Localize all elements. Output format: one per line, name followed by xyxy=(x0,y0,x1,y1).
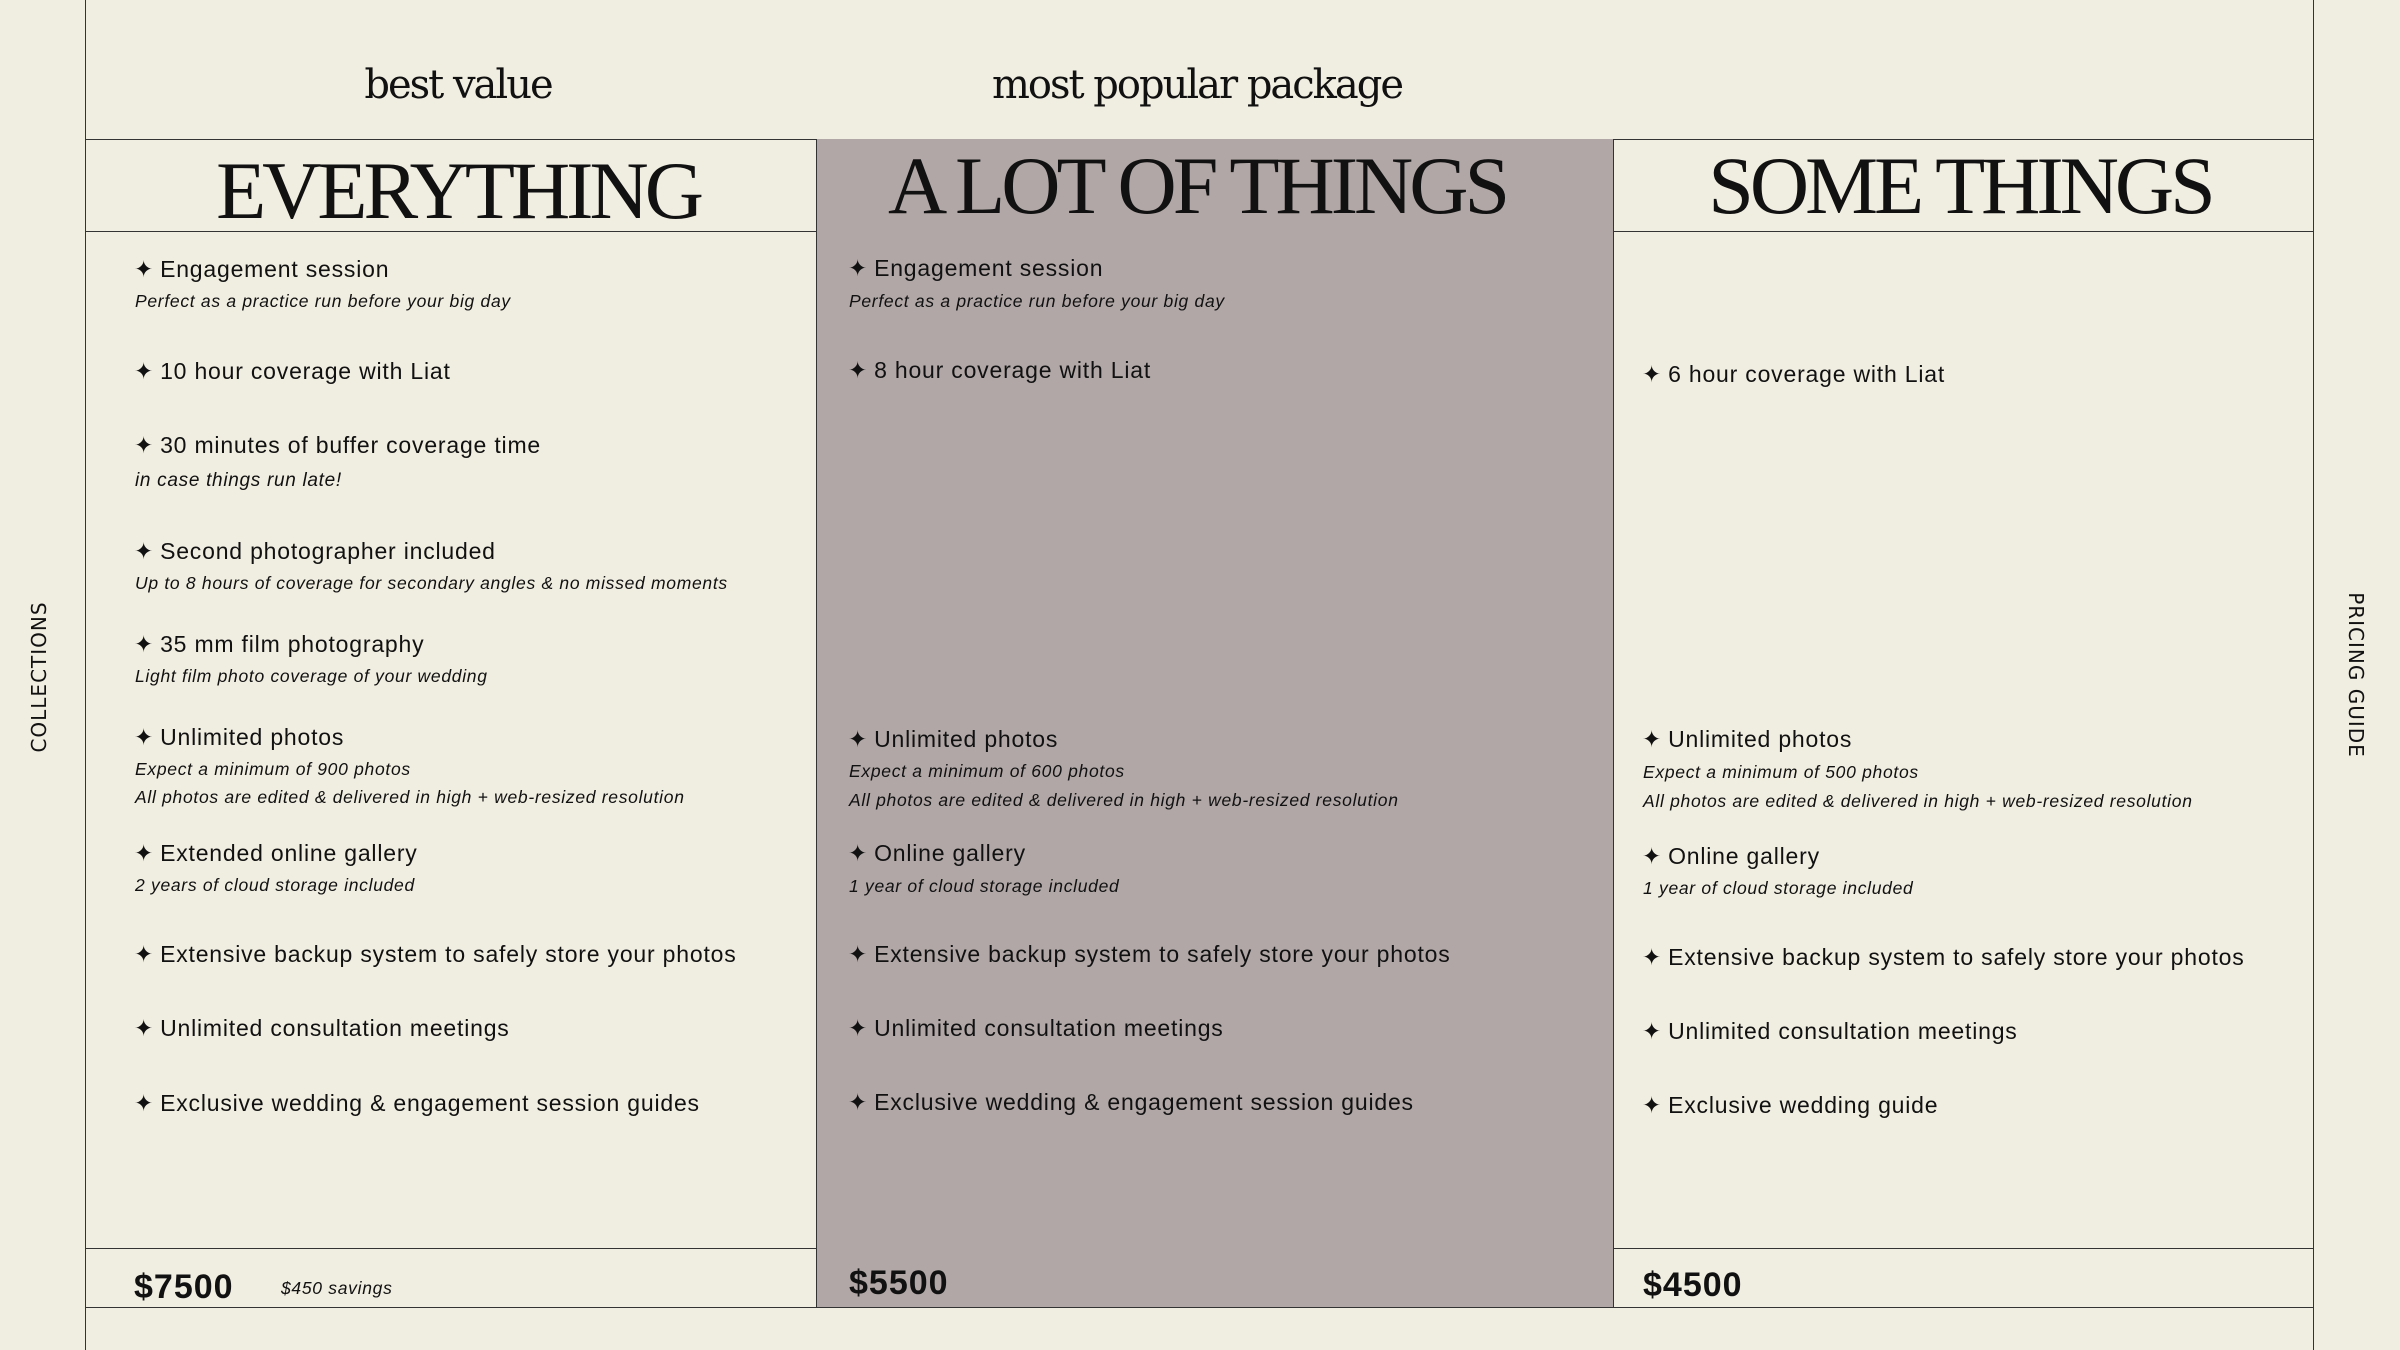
package-price: $7500 xyxy=(134,1268,234,1306)
feature-item xyxy=(134,256,389,283)
four-point-star-icon: ✦ xyxy=(134,725,155,751)
frame-right-line xyxy=(2313,0,2314,1350)
savings-note: $450 savings xyxy=(281,1278,393,1298)
tag-most-popular: most popular package xyxy=(991,62,1403,108)
feature-item xyxy=(848,255,1103,282)
four-point-star-icon: ✦ xyxy=(1642,1019,1663,1045)
package-price: $5500 xyxy=(849,1264,949,1302)
feature-title: Online gallery xyxy=(874,840,1026,866)
feature-title: Unlimited photos xyxy=(874,726,1059,752)
four-point-star-icon: ✦ xyxy=(134,257,155,283)
feature-note: Expect a minimum of 500 photos xyxy=(1643,762,1919,782)
four-point-star-icon: ✦ xyxy=(848,942,869,968)
feature-item xyxy=(848,1089,1414,1116)
tag-best-value: best value xyxy=(364,62,552,108)
feature-title: 10 hour coverage with Liat xyxy=(160,358,451,384)
feature-item xyxy=(1642,726,1852,753)
feature-title: Unlimited consultation meetings xyxy=(160,1015,510,1041)
four-point-star-icon: ✦ xyxy=(134,433,155,459)
feature-title: Engagement session xyxy=(874,255,1104,281)
feature-item xyxy=(134,724,344,751)
feature-note: Light film photo coverage of your wedding xyxy=(135,666,488,686)
column-divider-2 xyxy=(1613,139,1614,1307)
four-point-star-icon: ✦ xyxy=(134,841,155,867)
feature-item xyxy=(134,941,737,968)
feature-item xyxy=(1642,843,1820,870)
package-heading: A LOT OF THINGS xyxy=(887,140,1507,231)
four-point-star-icon: ✦ xyxy=(134,942,155,968)
feature-note: All photos are edited & delivered in high + web-resized resolution xyxy=(849,790,1399,810)
frame-left-line xyxy=(85,0,86,1350)
four-point-star-icon: ✦ xyxy=(1642,727,1663,753)
feature-title: Online gallery xyxy=(1668,843,1820,869)
feature-item xyxy=(134,432,541,459)
feature-title: 35 mm film photography xyxy=(160,631,425,657)
feature-item xyxy=(134,840,418,867)
four-point-star-icon: ✦ xyxy=(134,1016,155,1042)
feature-item xyxy=(134,631,424,658)
four-point-star-icon: ✦ xyxy=(1642,844,1663,870)
feature-title: Extensive backup system to safely store your photos xyxy=(1668,944,2245,970)
feature-item xyxy=(848,726,1058,753)
feature-note: All photos are edited & delivered in high + web-resized resolution xyxy=(1643,791,2193,811)
feature-item xyxy=(848,357,1151,384)
feature-item xyxy=(848,941,1451,968)
feature-item xyxy=(1642,1092,1938,1119)
package-heading: EVERYTHING xyxy=(216,145,700,236)
four-point-star-icon: ✦ xyxy=(1642,362,1663,388)
feature-title: 8 hour coverage with Liat xyxy=(874,357,1152,383)
price-bottom-divider xyxy=(85,1307,2314,1308)
feature-title: Second photographer included xyxy=(160,538,496,564)
four-point-star-icon: ✦ xyxy=(134,539,155,565)
feature-note: Perfect as a practice run before your big day xyxy=(849,291,1225,311)
four-point-star-icon: ✦ xyxy=(848,256,869,282)
feature-note: in case things run late! xyxy=(135,470,342,491)
feature-note: Expect a minimum of 600 photos xyxy=(849,761,1125,781)
feature-title: Extended online gallery xyxy=(160,840,418,866)
four-point-star-icon: ✦ xyxy=(134,359,155,385)
feature-title: Engagement session xyxy=(160,256,390,282)
four-point-star-icon: ✦ xyxy=(848,841,869,867)
feature-item xyxy=(848,1015,1224,1042)
feature-title: Unlimited photos xyxy=(1668,726,1853,752)
feature-item xyxy=(134,538,496,565)
four-point-star-icon: ✦ xyxy=(134,1091,155,1117)
four-point-star-icon: ✦ xyxy=(134,632,155,658)
feature-note: 1 year of cloud storage included xyxy=(1643,878,1914,898)
feature-title: Extensive backup system to safely store your photos xyxy=(874,941,1451,967)
feature-title: Exclusive wedding & engagement session guides xyxy=(160,1090,700,1116)
feature-note: Expect a minimum of 900 photos xyxy=(135,759,411,779)
side-label-pricing-guide: PRICING GUIDE xyxy=(2344,592,2368,758)
feature-title: Unlimited consultation meetings xyxy=(1668,1018,2018,1044)
feature-note: Up to 8 hours of coverage for secondary angles & no missed moments xyxy=(135,573,728,593)
feature-title: Exclusive wedding & engagement session guides xyxy=(874,1089,1414,1115)
feature-title: 30 minutes of buffer coverage time xyxy=(160,432,541,458)
feature-item xyxy=(1642,944,2245,971)
feature-item xyxy=(134,358,451,385)
four-point-star-icon: ✦ xyxy=(848,358,869,384)
feature-item xyxy=(1642,1018,2018,1045)
feature-note: 1 year of cloud storage included xyxy=(849,876,1120,896)
four-point-star-icon: ✦ xyxy=(848,1016,869,1042)
four-point-star-icon: ✦ xyxy=(848,1090,869,1116)
column-divider-1 xyxy=(816,139,817,1307)
four-point-star-icon: ✦ xyxy=(1642,945,1663,971)
four-point-star-icon: ✦ xyxy=(1642,1093,1663,1119)
package-heading: SOME THINGS xyxy=(1708,140,2212,231)
feature-item xyxy=(848,840,1026,867)
four-point-star-icon: ✦ xyxy=(848,727,869,753)
feature-item xyxy=(1642,361,1945,388)
side-label-collections: COLLECTIONS xyxy=(27,601,51,753)
feature-note: 2 years of cloud storage included xyxy=(135,875,415,895)
feature-item xyxy=(134,1015,510,1042)
feature-item xyxy=(134,1090,700,1117)
feature-title: Exclusive wedding guide xyxy=(1668,1092,1939,1118)
feature-title: Unlimited consultation meetings xyxy=(874,1015,1224,1041)
feature-note: Perfect as a practice run before your big day xyxy=(135,291,511,311)
feature-title: Extensive backup system to safely store your photos xyxy=(160,941,737,967)
feature-title: Unlimited photos xyxy=(160,724,345,750)
feature-title: 6 hour coverage with Liat xyxy=(1668,361,1946,387)
feature-note: All photos are edited & delivered in high + web-resized resolution xyxy=(135,787,685,807)
popular-column-highlight xyxy=(816,139,1613,1307)
package-price: $4500 xyxy=(1643,1266,1743,1304)
